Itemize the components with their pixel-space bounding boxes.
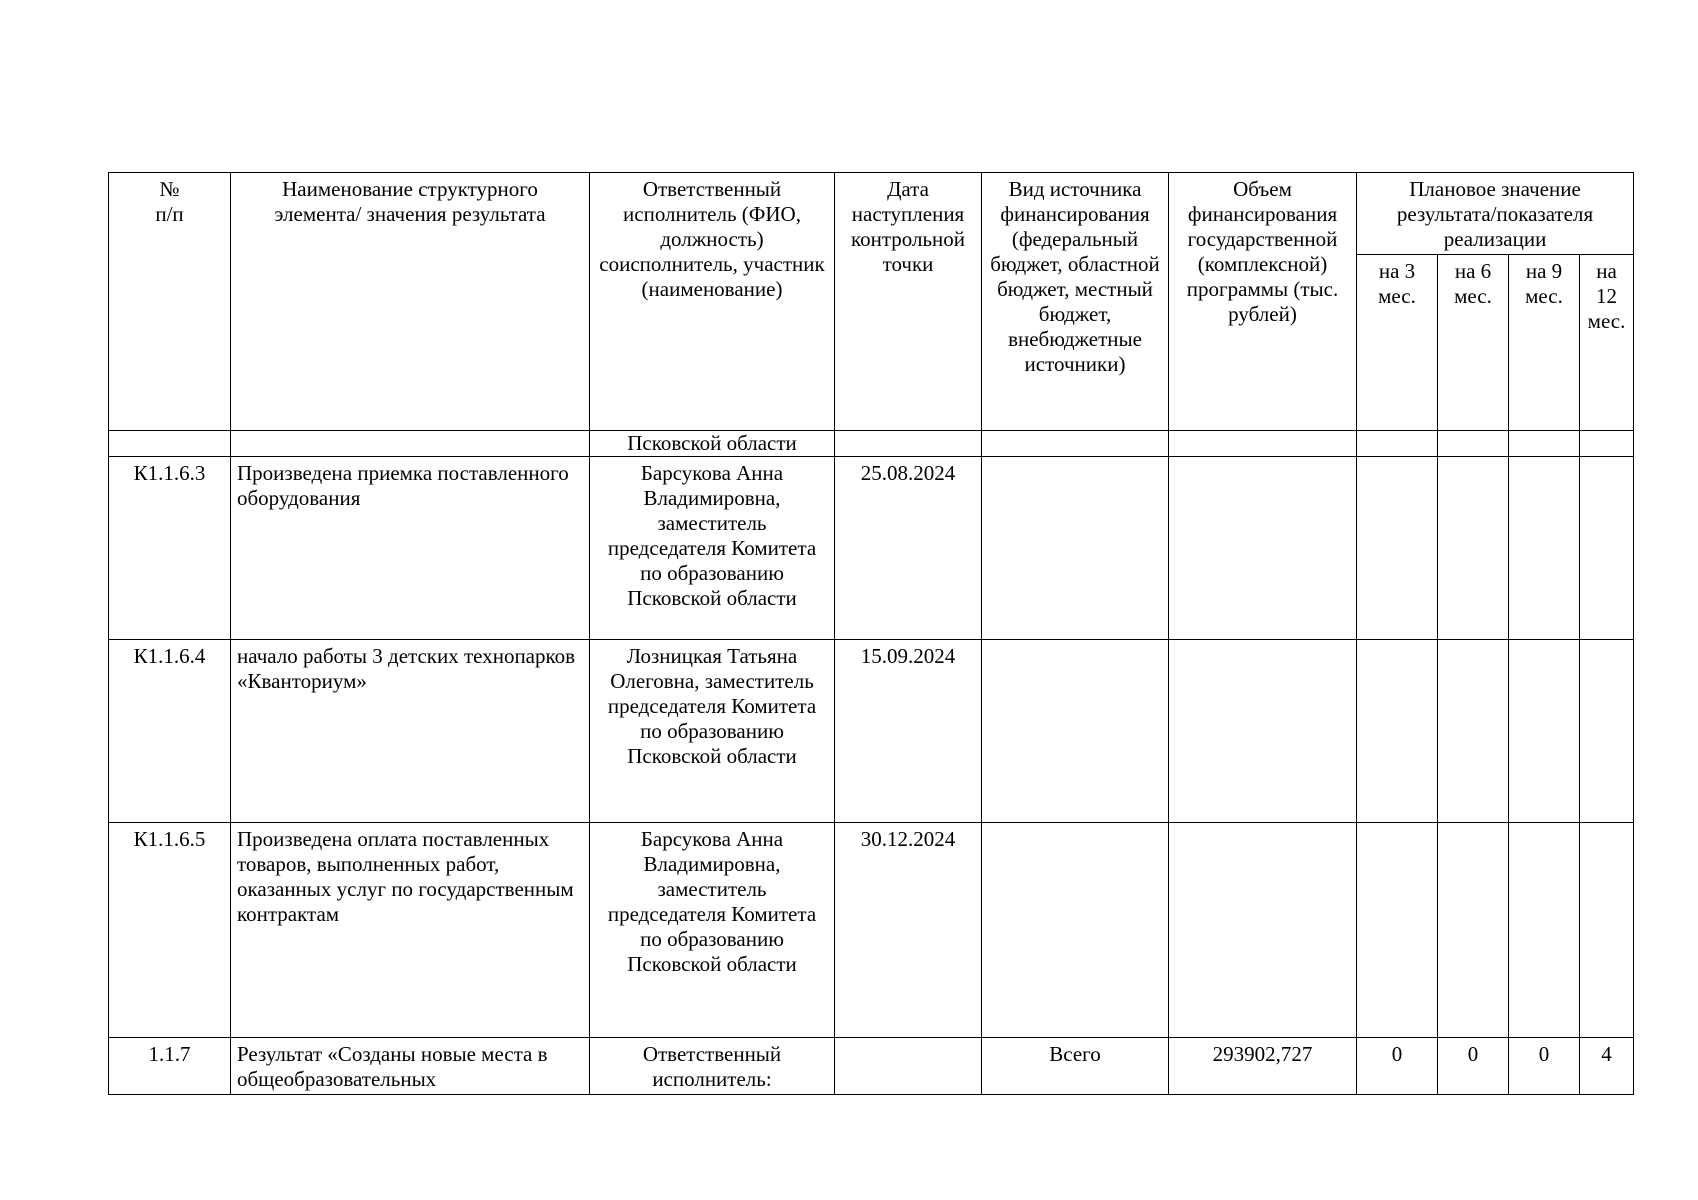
cell-m3 <box>1357 640 1438 823</box>
cell-m12 <box>1580 457 1634 640</box>
header-num: № п/п <box>109 173 231 431</box>
cell-num: К1.1.6.4 <box>109 640 231 823</box>
cell-date: 25.08.2024 <box>835 457 982 640</box>
header-m3: на 3 мес. <box>1357 255 1438 431</box>
cell-m9 <box>1509 457 1580 640</box>
cell-m12: 4 <box>1580 1038 1634 1095</box>
header-volume: Объем финансирования государственной (комплексной) программы (тыс. рублей) <box>1169 173 1357 431</box>
header-date: Дата наступления контрольной точки <box>835 173 982 431</box>
cell-m12 <box>1580 823 1634 1038</box>
cell-m3 <box>1357 457 1438 640</box>
cell-name: начало работы 3 детских технопарков «Кванториум» <box>231 640 590 823</box>
cell-date: 30.12.2024 <box>835 823 982 1038</box>
table-row <box>109 457 1634 640</box>
table-row-continuation <box>109 431 1634 457</box>
cell-m9: 0 <box>1509 1038 1580 1095</box>
plan-table <box>108 172 1634 1095</box>
cell-m6 <box>1438 823 1509 1038</box>
table-row <box>109 1038 1634 1095</box>
cell-date: 15.09.2024 <box>835 640 982 823</box>
cell-num: К1.1.6.5 <box>109 823 231 1038</box>
cell-source <box>982 823 1169 1038</box>
cell-responsible: Барсукова Анна Владимировна, заместитель председателя Комитета по образованию Псковской области <box>590 823 835 1038</box>
cell-num: 1.1.7 <box>109 1038 231 1095</box>
header-name: Наименование структурного элемента/ значения результата <box>231 173 590 431</box>
cell-volume: 293902,727 <box>1169 1038 1357 1095</box>
header-m6: на 6 мес. <box>1438 255 1509 431</box>
cell-m3 <box>1357 823 1438 1038</box>
cell-responsible: Ответственный исполнитель: <box>590 1038 835 1095</box>
cell-m9 <box>1509 823 1580 1038</box>
cell-num: К1.1.6.3 <box>109 457 231 640</box>
cell-responsible: Барсукова Анна Владимировна, заместитель председателя Комитета по образованию Псковской области <box>590 457 835 640</box>
cell-date <box>835 1038 982 1095</box>
header-row <box>109 173 1634 255</box>
header-source: Вид источника финансирования (федеральный бюджет, областной бюджет, местный бюджет, внебюджетные источники) <box>982 173 1169 431</box>
table-row <box>109 640 1634 823</box>
cell-m3: 0 <box>1357 1038 1438 1095</box>
header-responsible: Ответственный исполнитель (ФИО, должность) соисполнитель, участник (наименование) <box>590 173 835 431</box>
header-m12: на 12 мес. <box>1580 255 1634 431</box>
cell-name: Результат «Созданы новые места в общеобразовательных <box>231 1038 590 1095</box>
cell-volume <box>1169 823 1357 1038</box>
cell-source <box>982 457 1169 640</box>
header-planned: Плановое значение результата/показателя реализации <box>1357 173 1634 255</box>
table-row <box>109 823 1634 1038</box>
cell-name: Произведена оплата поставленных товаров, выполненных работ, оказанных услуг по государственным контрактам <box>231 823 590 1038</box>
cell-volume <box>1169 640 1357 823</box>
cell-source: Всего <box>982 1038 1169 1095</box>
cell-responsible: Псковской области <box>590 431 835 457</box>
cell-m6: 0 <box>1438 1038 1509 1095</box>
cell-m6 <box>1438 457 1509 640</box>
cell-name: Произведена приемка поставленного оборудования <box>231 457 590 640</box>
header-m9: на 9 мес. <box>1509 255 1580 431</box>
cell-volume <box>1169 457 1357 640</box>
cell-m9 <box>1509 640 1580 823</box>
cell-responsible: Лозницкая Татьяна Олеговна, заместитель председателя Комитета по образованию Псковской области <box>590 640 835 823</box>
cell-m12 <box>1580 640 1634 823</box>
cell-source <box>982 640 1169 823</box>
cell-m6 <box>1438 640 1509 823</box>
